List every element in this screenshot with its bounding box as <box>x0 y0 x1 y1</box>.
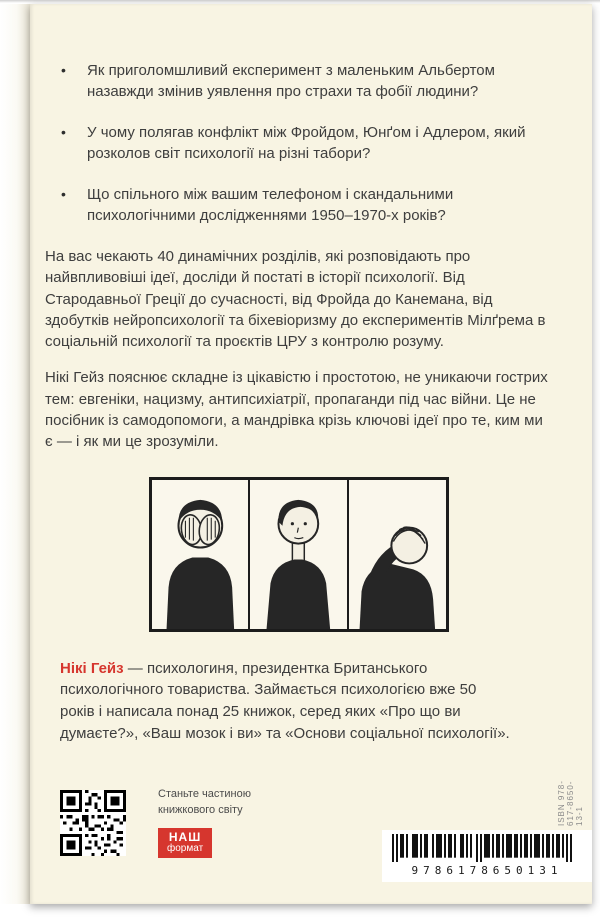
author-bio-text: — психологиня, президентка Британського психологічного товариства. Займається психологією вже 50 років і написала понад 25 книжок, серед яких «Про що ви думаєте?», «Ваш мозок і ви» та «Основи соціальної психології». <box>60 659 510 742</box>
bullet-text: Як приголомшливий експеримент з маленьким Альбертом назавжди змінив уявлення про страхи та фобії людини? <box>87 62 495 100</box>
publisher-name-top: НАШ <box>168 829 202 844</box>
qr-caption-block <box>158 786 308 858</box>
qr-code-icon <box>60 790 126 856</box>
qr-caption-line2: книжкового світу <box>158 804 243 817</box>
author-bio-paragraph <box>60 658 512 745</box>
bullet-dot: • <box>61 186 66 202</box>
isbn-text: ISBN 978-617-8650-13-1 <box>557 780 584 826</box>
book-pages-edge <box>0 4 30 904</box>
bullet-text: У чому полягав конфлікт між Фройдом, Юнґом і Адлером, який розколов світ психології на різні табори? <box>87 124 526 162</box>
bullet-text: Що спільного між вашим телефоном і скандальними психологічними дослідженнями 1950–1970-х років? <box>87 186 454 224</box>
publisher-logo <box>158 828 212 858</box>
barcode <box>382 830 592 882</box>
book-back-cover <box>30 4 592 904</box>
photo-edge-shadow <box>0 0 600 3</box>
publisher-name-bottom: формат <box>167 842 204 854</box>
bullet-item-phone-research <box>45 184 552 226</box>
bullet-dot: • <box>61 62 66 78</box>
figure-head-down-icon <box>349 480 446 629</box>
qr-caption-line1: Станьте частиною <box>158 787 251 800</box>
illustration-triptych <box>149 477 449 632</box>
back-cover-text <box>30 4 592 745</box>
panel-covering-face <box>152 480 251 629</box>
bullet-item-freud-jung-adler <box>45 122 552 164</box>
barcode-number: 9786178650131 <box>411 864 563 877</box>
description-paragraph-themes: Нікі Гейз пояснює складне із цікавістю і простотою, не уникаючи гострих тем: евгеніки, нацизму, антипсихіатрії, пропаганди під час війни. Це не посібник із самодопомоги, а мандрівка крізь ключові ідеї про те, ким ми є — і як ми це зрозуміли. <box>45 369 548 451</box>
panel-standing-man <box>250 480 349 629</box>
panel-head-down <box>349 480 446 629</box>
description-paragraph-chapters: На вас чекають 40 динамічних розділів, які розповідають про найвпливовіші ідеї, досліди й постаті в історії психології. Від Стародавньої Греції до сучасності, від Фройда до Канемана, від здобутків нейропсихології та біхевіоризму до експериментів Мілґрема в соціальній психології та проєктів ЦРУ з контролю розуму. <box>45 248 546 351</box>
author-name: Нікі Гейз <box>60 659 124 677</box>
bullet-item-albert <box>45 60 552 102</box>
figure-standing-man-icon <box>250 480 347 629</box>
qr-code <box>60 790 126 856</box>
figure-covering-face-icon <box>152 480 249 629</box>
back-cover-footer <box>30 774 592 904</box>
barcode-bars-icon <box>392 834 582 862</box>
bullet-dot: • <box>61 124 66 140</box>
